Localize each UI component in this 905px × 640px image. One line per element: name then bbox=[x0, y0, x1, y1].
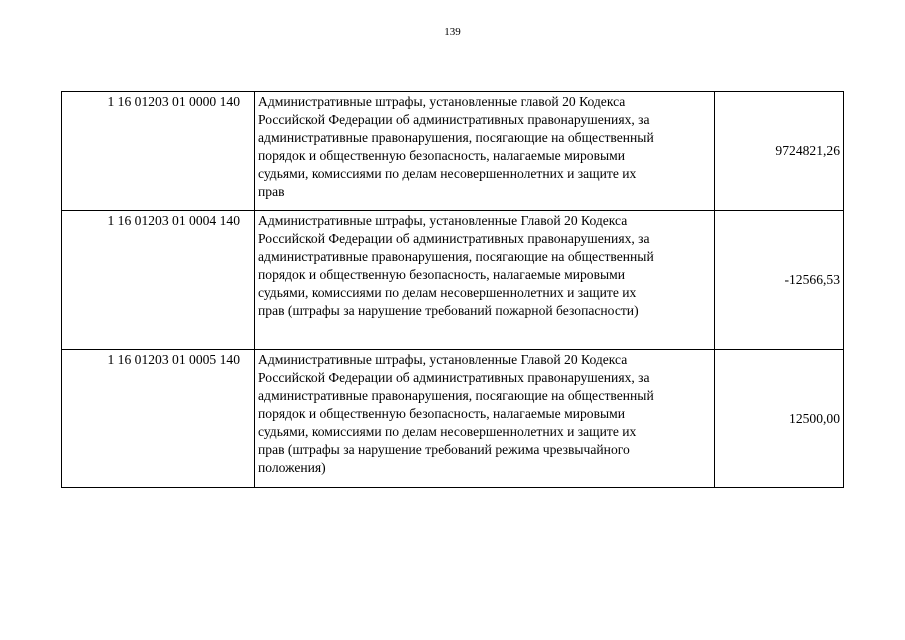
budget-code-cell: 1 16 01203 01 0005 140 bbox=[62, 350, 255, 488]
description-line: Административные штрафы, установленные Главой 20 Кодекса bbox=[258, 352, 628, 367]
description-line: положения) bbox=[258, 460, 326, 475]
description-cell bbox=[255, 92, 715, 211]
description-line: административные правонарушения, посягающие на общественный bbox=[258, 249, 654, 264]
description-line: порядок и общественную безопасность, налагаемые мировыми bbox=[258, 148, 626, 163]
page-number: 139 bbox=[444, 26, 461, 38]
description-line: порядок и общественную безопасность, налагаемые мировыми bbox=[258, 267, 626, 282]
description-cell bbox=[255, 350, 715, 488]
table-row bbox=[62, 211, 844, 350]
budget-code-cell: 1 16 01203 01 0004 140 bbox=[62, 211, 255, 350]
description-line: прав bbox=[258, 184, 285, 199]
budget-code-cell: 1 16 01203 01 0000 140 bbox=[62, 92, 255, 211]
amount-cell: 9724821,26 bbox=[715, 92, 844, 211]
table-row bbox=[62, 350, 844, 488]
amount-cell: 12500,00 bbox=[715, 350, 844, 488]
description-line: Административные штрафы, установленные главой 20 Кодекса bbox=[258, 94, 626, 109]
description-line: Административные штрафы, установленные Главой 20 Кодекса bbox=[258, 213, 628, 228]
description-line: прав (штрафы за нарушение требований режима чрезвычайного bbox=[258, 442, 630, 457]
amount-cell: -12566,53 bbox=[715, 211, 844, 350]
description-line: судьями, комиссиями по делам несовершеннолетних и защите их bbox=[258, 424, 637, 439]
description-line: порядок и общественную безопасность, налагаемые мировыми bbox=[258, 406, 626, 421]
description-line: судьями, комиссиями по делам несовершеннолетних и защите их bbox=[258, 285, 637, 300]
description-line: Российской Федерации об административных правонарушениях, за bbox=[258, 231, 650, 246]
description-line: прав (штрафы за нарушение требований пожарной безопасности) bbox=[258, 303, 639, 318]
description-line: судьями, комиссиями по делам несовершеннолетних и защите их bbox=[258, 166, 637, 181]
description-line: административные правонарушения, посягающие на общественный bbox=[258, 130, 654, 145]
description-line: административные правонарушения, посягающие на общественный bbox=[258, 388, 654, 403]
description-line: Российской Федерации об административных правонарушениях, за bbox=[258, 370, 650, 385]
budget-revenue-table bbox=[61, 91, 844, 488]
description-line: Российской Федерации об административных правонарушениях, за bbox=[258, 112, 650, 127]
table-row bbox=[62, 92, 844, 211]
description-cell bbox=[255, 211, 715, 350]
